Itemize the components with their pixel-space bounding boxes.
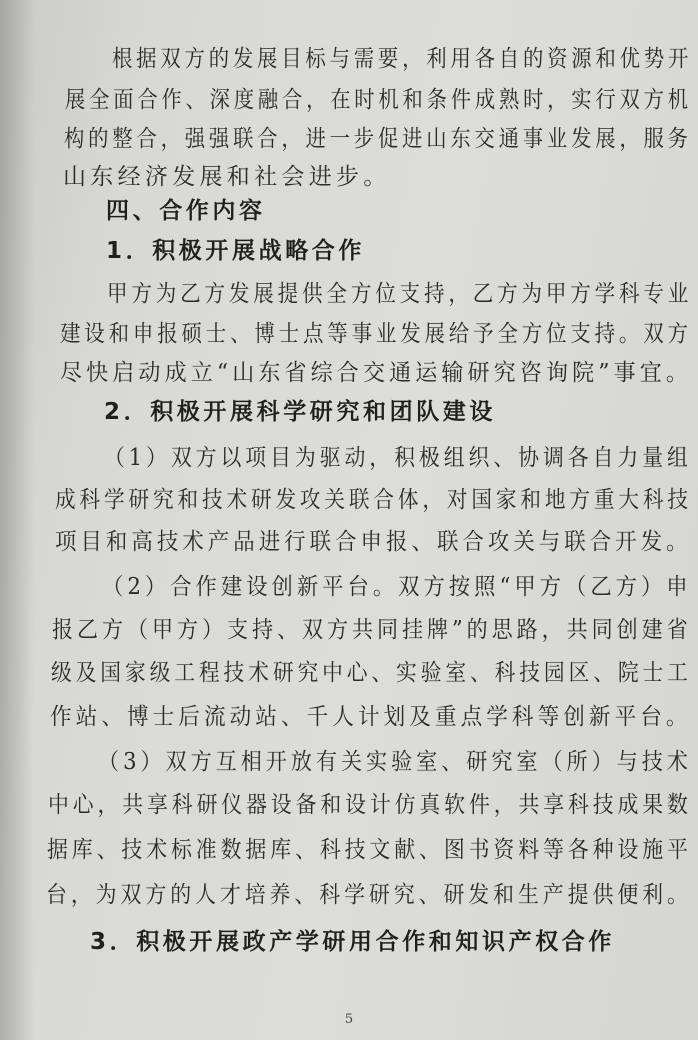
paragraph-line: 报乙方（甲方）支持、双方共同挂牌”的思路，共同创建省 [52, 617, 692, 643]
paragraph-line: （2）合作建设创新平台。双方按照“甲方（乙方）申 [102, 574, 692, 600]
paragraph-line: 根据双方的发展目标与需要，利用各自的资源和优势开 [112, 46, 693, 72]
page-number: 5 [344, 1012, 354, 1027]
paragraph-line: 中心，共享科研仪器设备和设计仿真软件，共享科技成果数 [48, 792, 692, 818]
paragraph-line: 项目和高技术产品进行联合申报、联合攻关与联合开发。 [55, 529, 692, 555]
subsection-heading: 2．积极开展科学研究和团队建设 [104, 399, 497, 425]
paragraph-line: 构的整合，强强联合，进一步促进山东交通事业发展，服务 [64, 126, 692, 152]
paragraph-line: 级及国家级工程技术研究中心、实验室、科技园区、院士工 [51, 660, 692, 686]
paragraph-line: 展全面合作、深度融合，在时机和条件成熟时，实行双方机 [65, 87, 692, 113]
paragraph-line: （1）双方以项目为驱动，积极组织、协调各自力量组 [104, 445, 692, 471]
paragraph-line: 台，为双方的人才培养、科学研究、研发和生产提供便利。 [46, 882, 692, 908]
paragraph-line: 建设和申报硕士、博士点等事业发展给予全方位支持。双方 [60, 321, 692, 347]
section-heading: 四、合作内容 [106, 198, 266, 224]
paragraph-line: 成科学研究和技术研发攻关联合体，对国家和地方重大科技 [55, 487, 692, 513]
paragraph-line: 甲方为乙方发展提供全方位支持，乙方为甲方学科专业 [107, 281, 693, 307]
paragraph-line: （3）双方互相开放有关实验室、研究室（所）与技术 [98, 749, 692, 775]
paragraph-line: 尽快启动成立“山东省综合交通运输研究咨询院”事宜。 [60, 360, 693, 386]
paragraph-line: 据库、技术标准数据库、科技文献、图书资料等各种设施平 [47, 837, 692, 863]
page-edge-shadow [0, 0, 34, 1040]
paragraph-line: 山东经济发展和社会进步。 [63, 164, 391, 190]
subsection-heading: 3．积极开展政产学研用合作和知识产权合作 [90, 929, 616, 955]
subsection-heading: 1．积极开展战略合作 [106, 238, 366, 264]
paragraph-line: 作站、博士后流动站、千人计划及重点学科等创新平台。 [50, 704, 692, 730]
